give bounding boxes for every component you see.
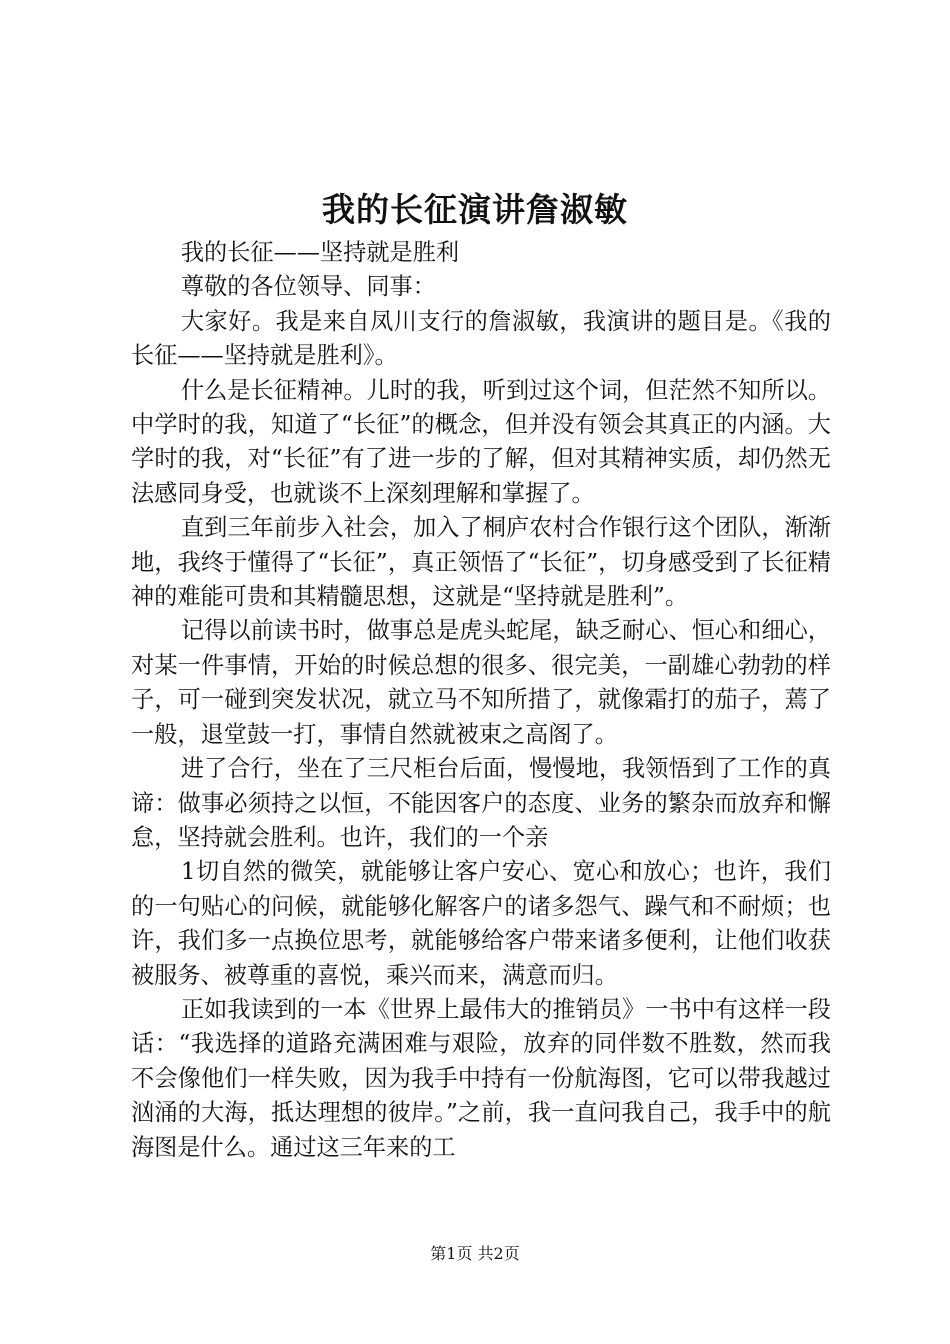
document-title: 我的长征演讲詹淑敏 (322, 190, 628, 229)
paragraph: 尊敬的各位领导、同事： (180, 273, 436, 301)
paragraph: 我的长征——坚持就是胜利 (180, 239, 460, 266)
document-body (131, 236, 831, 1165)
paragraph: 进了合行，坐在了三尺柜台后面，慢慢地，我领悟到了工作的真谛：做事必须持之以恒，不能因客户的态度、业务的繁杂而放弃和懈怠，坚持就会胜利。也许，我们的一个亲 (131, 755, 831, 851)
paragraph: 大家好。我是来自凤川支行的詹淑敏，我演讲的题目是。《我的长征——坚持就是胜利》。 (131, 307, 831, 370)
paragraph: 什么是长征精神。儿时的我，听到过这个词，但茫然不知所以。中学时的我，知道了“长征”的概念，但并没有领会其真正的内涵。大学时的我，对“长征”有了进一步的了解，但对其精神实质，却仍然无法感同身受，也就谈不上深刻理解和掌握了。 (131, 376, 831, 507)
paragraph: 正如我读到的一本《世界上最伟大的推销员》一书中有这样一段话：“我选择的道路充满困难与艰险，放弃的同伴数不胜数，然而我不会像他们一样失败，因为我手中持有一份航海图，它可以带我越过汹涌的大海，抵达理想的彼岸。”之前，我一直问我自己，我手中的航海图是什么。通过这三年来的工 (131, 995, 831, 1161)
page-footer: 第1页 共2页 (430, 1244, 520, 1263)
paragraph: 记得以前读书时，做事总是虎头蛇尾，缺乏耐心、恒心和细心，对某一件事情，开始的时候总想的很多、很完美，一副雄心勃勃的样子，可一碰到突发状况，就立马不知所措了，就像霜打的茄子，蔫了一般，退堂鼓一打，事情自然就被束之高阁了。 (131, 617, 831, 748)
paragraph: 1切自然的微笑，就能够让客户安心、宽心和放心；也许，我们的一句贴心的问候，就能够化解客户的诸多怨气、躁气和不耐烦；也许，我们多一点换位思考，就能够给客户带来诸多便利，让他们收获被服务、被尊重的喜悦，乘兴而来，满意而归。 (131, 858, 831, 989)
paragraph: 直到三年前步入社会，加入了桐庐农村合作银行这个团队，渐渐地，我终于懂得了“长征”，真正领悟了“长征”，切身感受到了长征精神的难能可贵和其精髓思想，这就是“坚持就是胜利”。 (131, 514, 831, 611)
